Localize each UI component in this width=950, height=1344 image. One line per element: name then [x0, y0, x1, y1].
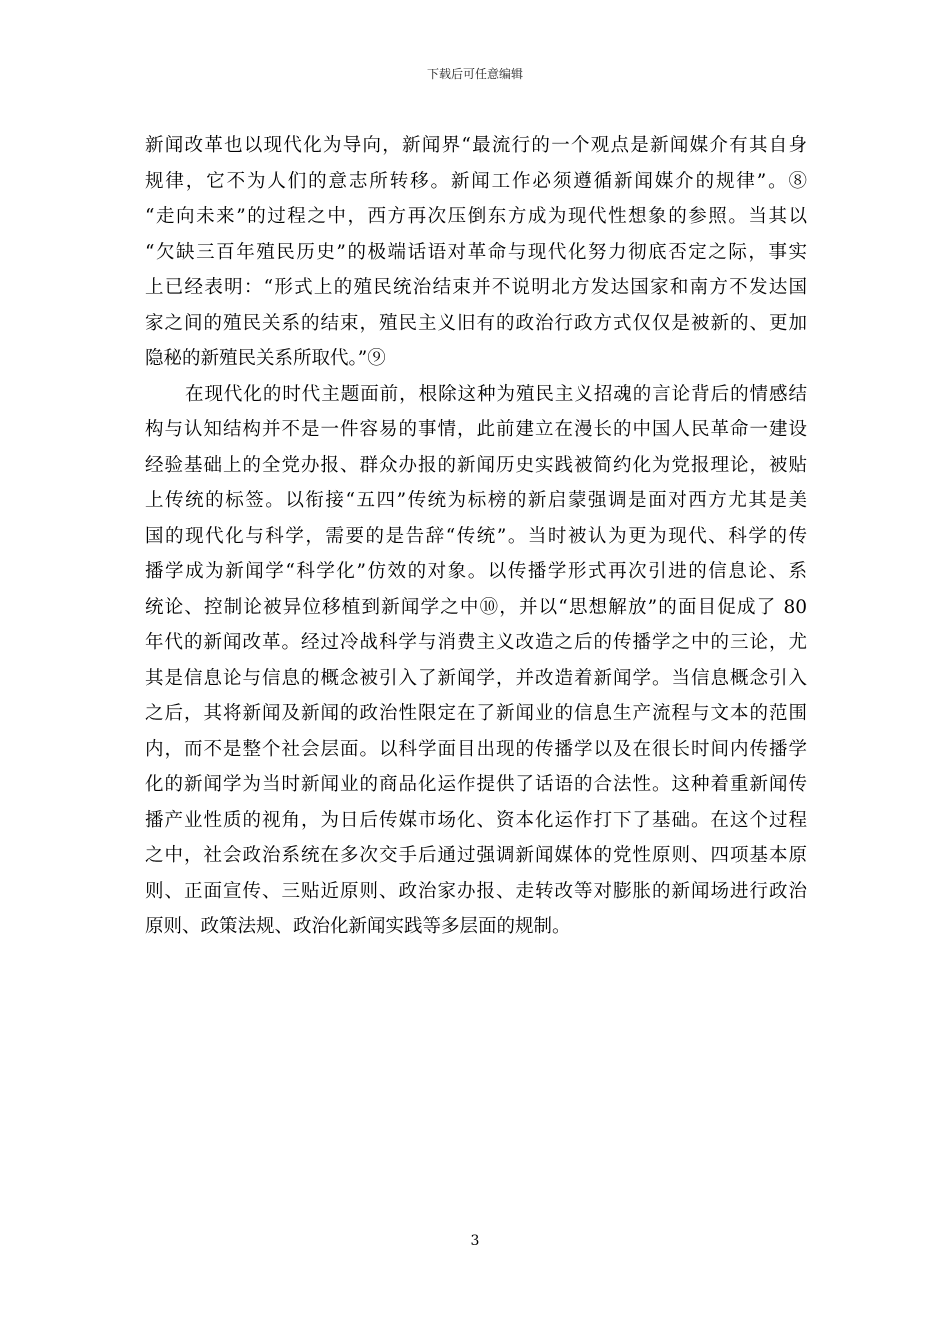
text-line: 化的新闻学为当时新闻业的商品化运作提供了话语的合法性。这种着重新闻传 [145, 774, 807, 795]
text-line: 之后，其将新闻及新闻的政治性限定在了新闻业的信息生产流程与文本的范围 [145, 703, 807, 724]
text-line: 上已经表明：“形式上的殖民统治结束并不说明北方发达国家和南方不发达国 [145, 277, 807, 298]
text-line: 经验基础上的全党办报、群众办报的新闻历史实践被简约化为党报理论，被贴 [145, 454, 807, 476]
text-line: 家之间的殖民关系的结束，殖民主义旧有的政治行政方式仅仅是被新的、更加 [145, 312, 807, 334]
text-line: 规律，它不为人们的意志所转移。新闻工作必须遵循新闻媒介的规律”。⑧ [145, 170, 807, 192]
text-line: 隐秘的新殖民关系所取代。”⑨ [145, 348, 386, 369]
text-line: 原则、政策法规、政治化新闻实践等多层面的规制。 [145, 916, 571, 937]
text-line: 统论、控制论被异位移植到新闻学之中⑩，并以“思想解放”的面目促成了 80 [145, 596, 807, 618]
page-number: 3 [470, 1233, 480, 1249]
body-text [145, 128, 807, 945]
text-line: 播产业性质的视角，为日后传媒市场化、资本化运作打下了基础。在这个过程 [145, 809, 807, 831]
text-line: 播学成为新闻学“科学化”仿效的对象。以传播学形式再次引进的信息论、系 [145, 561, 807, 582]
text-line: “欠缺三百年殖民历史”的极端话语对革命与现代化努力彻底否定之际，事实 [145, 241, 807, 263]
text-line: 其是信息论与信息的概念被引入了新闻学，并改造着新闻学。当信息概念引入 [145, 667, 807, 689]
text-line: 在现代化的时代主题面前，根除这种为殖民主义招魂的言论背后的情感结 [185, 383, 807, 405]
text-line: 则、正面宣传、三贴近原则、政治家办报、走转改等对膨胀的新闻场进行政治 [145, 880, 807, 902]
text-line: 年代的新闻改革。经过冷战科学与消费主义改造之后的传播学之中的三论，尤 [145, 632, 807, 653]
text-line: 新闻改革也以现代化为导向，新闻界“最流行的一个观点是新闻媒介有其自身 [145, 135, 807, 156]
text-line: “走向未来”的过程之中，西方再次压倒东方成为现代性想象的参照。当其以 [145, 206, 807, 227]
paragraph-2 [145, 377, 807, 945]
page-header: 下载后可任意编辑 [426, 67, 523, 81]
text-line: 构与认知结构并不是一件容易的事情，此前建立在漫长的中国人民革命一建设 [145, 419, 807, 440]
text-line: 内，而不是整个社会层面。以科学面目出现的传播学以及在很长时间内传播学 [145, 738, 807, 760]
paragraph-1 [145, 128, 807, 377]
text-line: 上传统的标签。以衔接“五四”传统为标榜的新启蒙强调是面对西方尤其是美 [145, 490, 807, 511]
text-line: 之中，社会政治系统在多次交手后通过强调新闻媒体的党性原则、四项基本原 [145, 845, 807, 866]
text-line: 国的现代化与科学，需要的是告辞“传统”。当时被认为更为现代、科学的传 [145, 525, 807, 547]
